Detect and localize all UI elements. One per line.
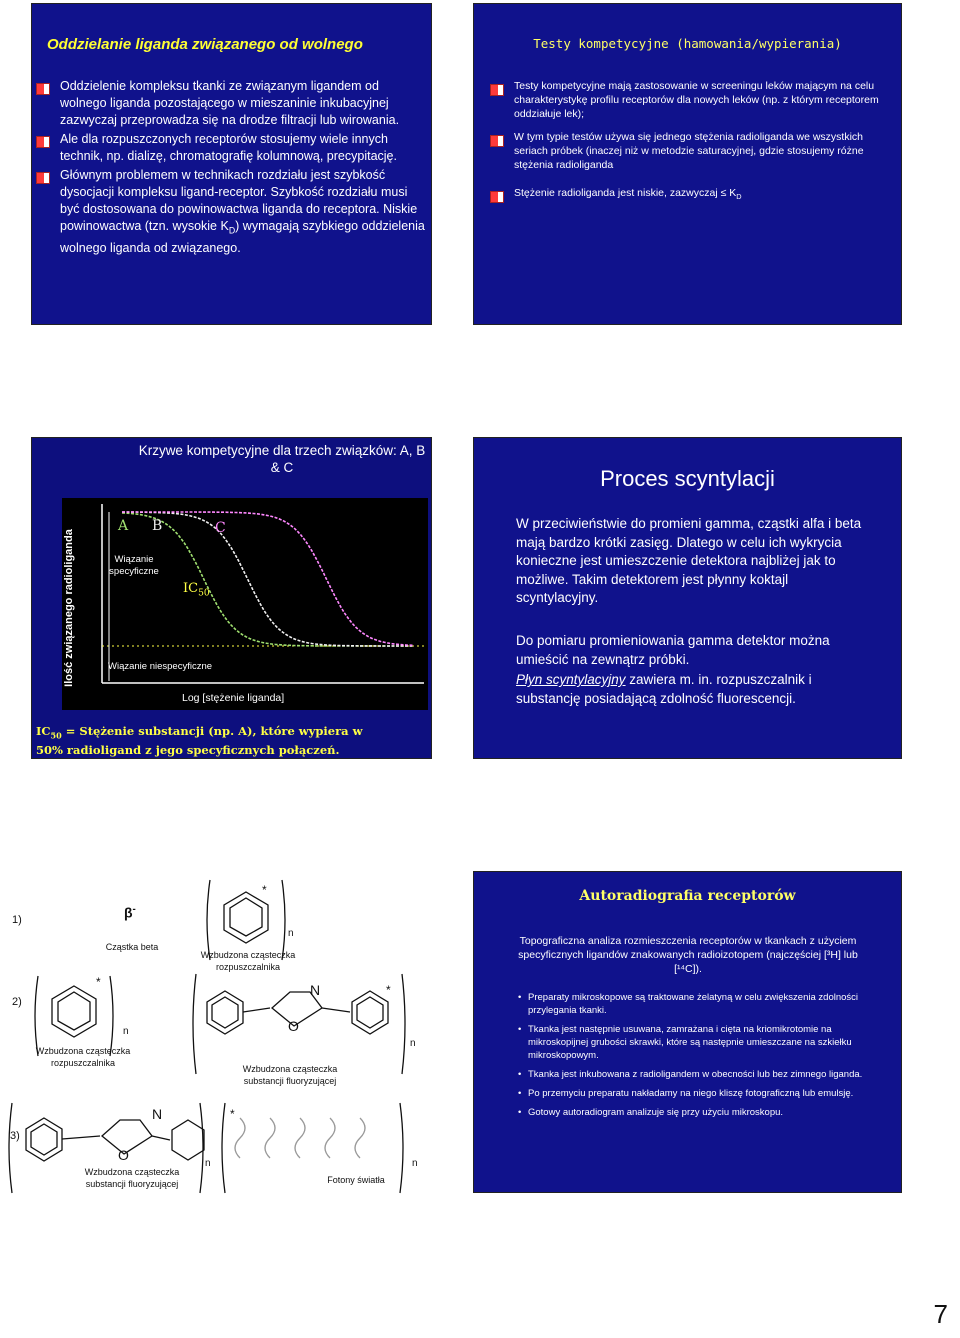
label-nonspecific-binding: Wiązanie niespecyficzne — [108, 661, 213, 672]
step-text: Gotowy autoradiogram analizuje się przy użyciu mikroskopu. — [528, 1107, 784, 1118]
scintillation-fluid-link[interactable]: Płyn scyntylacyjny — [516, 672, 626, 687]
curve-label-C: C — [215, 520, 226, 536]
bullet-item — [488, 186, 888, 204]
ic50-def-subscript: 50 — [50, 730, 62, 741]
slide-competition-assays — [473, 3, 902, 325]
y-axis-label: Ilość związanego radioliganda — [63, 529, 75, 687]
subscript: D — [736, 192, 742, 202]
step-list — [518, 991, 868, 1119]
ic50-def-term: IC — [36, 724, 51, 738]
curve-A — [122, 513, 414, 646]
beta-particle-symbol — [124, 904, 136, 919]
label-excited-fluor: Wzbudzona cząsteczka substancji fluoryzującej — [242, 1064, 338, 1086]
ic50-label — [183, 581, 210, 599]
bullet-item — [488, 79, 888, 121]
paragraph-alpha-beta: W przeciwieństwie do promieni gamma, cząstki alfa i beta mają bardzo krótki zasięg. Dlatego w celu ich wykrycia konieczne jest umieszczenie detektora najbliżej jak to możliwe. Takim detektorem jest płynny koktajl scyntylacyjny. — [516, 516, 862, 605]
step-item: • Preparaty mikroskopowe są traktowane żelatyną w celu zwiększenia zdolności przylegania tkanki. — [518, 992, 859, 1016]
bullet-item — [34, 167, 426, 257]
slide-scintillation-mechanism — [0, 868, 442, 1208]
excited-star: * — [96, 975, 101, 989]
ic50-definition — [36, 724, 366, 758]
bullet-text: Stężenie radioliganda jest niskie, zazwyczaj ≤ K — [514, 187, 737, 199]
bullet-text: Testy kompetycyjne mają zastosowanie w screeningu leków mającym na celu charakterystykę profilu receptorów dla nowych leków (np. z którym receptorem oddziałuje lek); — [514, 80, 879, 120]
step-item: • Po przemyciu preparatu nakładamy na niego kliszę fotograficzną lub emulsję. — [518, 1088, 854, 1099]
beta-superscript: - — [132, 904, 136, 915]
excited-star: * — [230, 1107, 235, 1121]
label-specific-binding: Wiązanie specyficzne — [109, 554, 159, 577]
n-label: n — [410, 1038, 416, 1049]
curve-label-A: A — [118, 518, 129, 534]
nitrogen-atom: N — [310, 982, 321, 998]
bullet-list — [34, 78, 426, 257]
step-text: Tkanka jest inkubowana z radioligandem w obecności lub bez zimnego liganda. — [528, 1069, 863, 1080]
label-excited-fluor-2: Wzbudzona cząsteczka substancji fluoryzującej — [84, 1167, 180, 1189]
bullet-text: ) wymagają szybkiego oddzielenia wolnego liganda od związanego. — [60, 219, 425, 255]
beta-text: β — [124, 904, 133, 921]
bullet-text: Oddzielenie kompleksu tkanki ze związanym ligandem od wolnego liganda pozostającego w mieszaninie inkubacyjnej zazwyczaj przeprowadza się na drodze filtracji lub wirowania. — [60, 79, 400, 127]
n-label: n — [412, 1158, 418, 1169]
slide-title: Oddzielanie liganda związanego od wolnego — [47, 36, 363, 53]
scintillation-diagram — [0, 868, 442, 1208]
oxygen-atom: O — [118, 1147, 129, 1163]
subscript: D — [228, 225, 236, 236]
page-number: 7 — [933, 1299, 948, 1329]
bullet-text: W tym typie testów używa się jednego stężenia radioliganda we wszystkich seriach próbek (inaczej niż w metodzie saturacyjnej, gdzie stosujemy różne stężenia radioliganda — [514, 131, 864, 171]
row-number-2: 2) — [12, 996, 22, 1008]
bullet-item — [34, 131, 426, 165]
curve-C — [122, 512, 414, 645]
chart-title: Krzywe kompetycyjne dla trzech związków: A, B & C — [138, 443, 426, 475]
intro-text: Topograficzna analiza rozmieszczenia receptorów w tkankach z użyciem specyficznych ligandów znakowanych radioizotopem (najczęściej [³H] lub [¹⁴C]). — [518, 935, 858, 975]
nitrogen-atom: N — [152, 1106, 163, 1122]
curve-label-B: B — [152, 518, 163, 534]
oxygen-atom: O — [288, 1018, 299, 1034]
n-label: n — [123, 1026, 129, 1037]
row-number-3: 3) — [10, 1130, 20, 1142]
excited-star: * — [386, 983, 391, 997]
label-beta-particle: Cząstka beta — [105, 942, 159, 952]
step-text: Tkanka jest następnie usuwana, zamrażana i cięta na kriomikrotomie na mikroskopijnej grubości skrawki, które są następnie umieszczane na szkiełku mikroskopowym. — [528, 1024, 852, 1061]
paragraph-text: zawiera m. in. rozpuszczalnik i substancję posiadającą zdolność fluorescencji. — [516, 672, 812, 706]
bullet-item — [34, 78, 426, 129]
step-text: Po przemyciu preparatu nakładamy na niego kliszę fotograficzną lub emulsję. — [528, 1088, 854, 1099]
step-text: Preparaty mikroskopowe są traktowane żelatyną w celu zwiększenia zdolności przylegania tkanki. — [528, 992, 859, 1016]
label-photons: Fotony światła — [327, 1175, 385, 1185]
paragraph-gamma: Do pomiaru promieniowania gamma detektor można umieścić na zewnątrz próbki. — [516, 633, 830, 667]
slide-title: Proces scyntylacji — [600, 466, 775, 491]
bullet-text: Ale dla rozpuszczonych receptorów stosujemy wiele innych technik, np. dializę, chromatografię kolumnową, precypitację. — [60, 132, 397, 163]
slide-competition-curves — [31, 437, 432, 759]
step-item: • Tkanka jest następnie usuwana, zamrażana i cięta na kriomikrotomie na mikroskopijnej grubości skrawki, które są następnie umieszczane na szkiełku mikroskopowym. — [518, 1024, 852, 1061]
bullet-item — [488, 130, 888, 172]
slide-scintillation — [473, 437, 902, 759]
step-item: • Gotowy autoradiogram analizuje się przy użyciu mikroskopu. — [518, 1107, 784, 1118]
paragraph-fluid — [516, 671, 876, 708]
row-number-1: 1) — [12, 914, 22, 926]
ic50-def-text: = Stężenie substancji (np. A), które wypiera w 50% radioligand z jego specyficznych połączeń. — [36, 724, 363, 758]
n-label: n — [288, 928, 294, 939]
slide-title: Autoradiografia receptorów — [579, 888, 796, 904]
label-excited-solvent-2: Wzbudzona cząsteczka rozpuszczalnika — [35, 1046, 131, 1068]
slide-autoradiography — [473, 871, 902, 1193]
slide-title: Testy kompetycyjne (hamowania/wypierania) — [533, 36, 842, 51]
x-axis-label: Log [stężenie liganda] — [182, 692, 285, 704]
n-label: n — [205, 1158, 211, 1169]
excited-star: * — [262, 883, 267, 897]
ic50-text: IC — [183, 581, 199, 596]
bullet-list — [488, 79, 888, 204]
curve-B — [122, 512, 414, 646]
bullet-text: Głównym problemem w technikach rozdziału jest szybkość dysocjacji kompleksu ligand-receptor. Szybkość rozdziału musi być dostosowana do powinowactwa liganda do receptora. Niskie powinowactwa (tzn. wysokie K — [60, 168, 418, 233]
label-excited-solvent: Wzbudzona cząsteczka rozpuszczalnika — [200, 950, 296, 972]
competition-chart — [32, 438, 432, 759]
ic50-subscript: 50 — [198, 588, 210, 599]
step-item: • Tkanka jest inkubowana z radioligandem w obecności lub bez zimnego liganda. — [518, 1069, 863, 1080]
slide-separation — [31, 3, 432, 325]
